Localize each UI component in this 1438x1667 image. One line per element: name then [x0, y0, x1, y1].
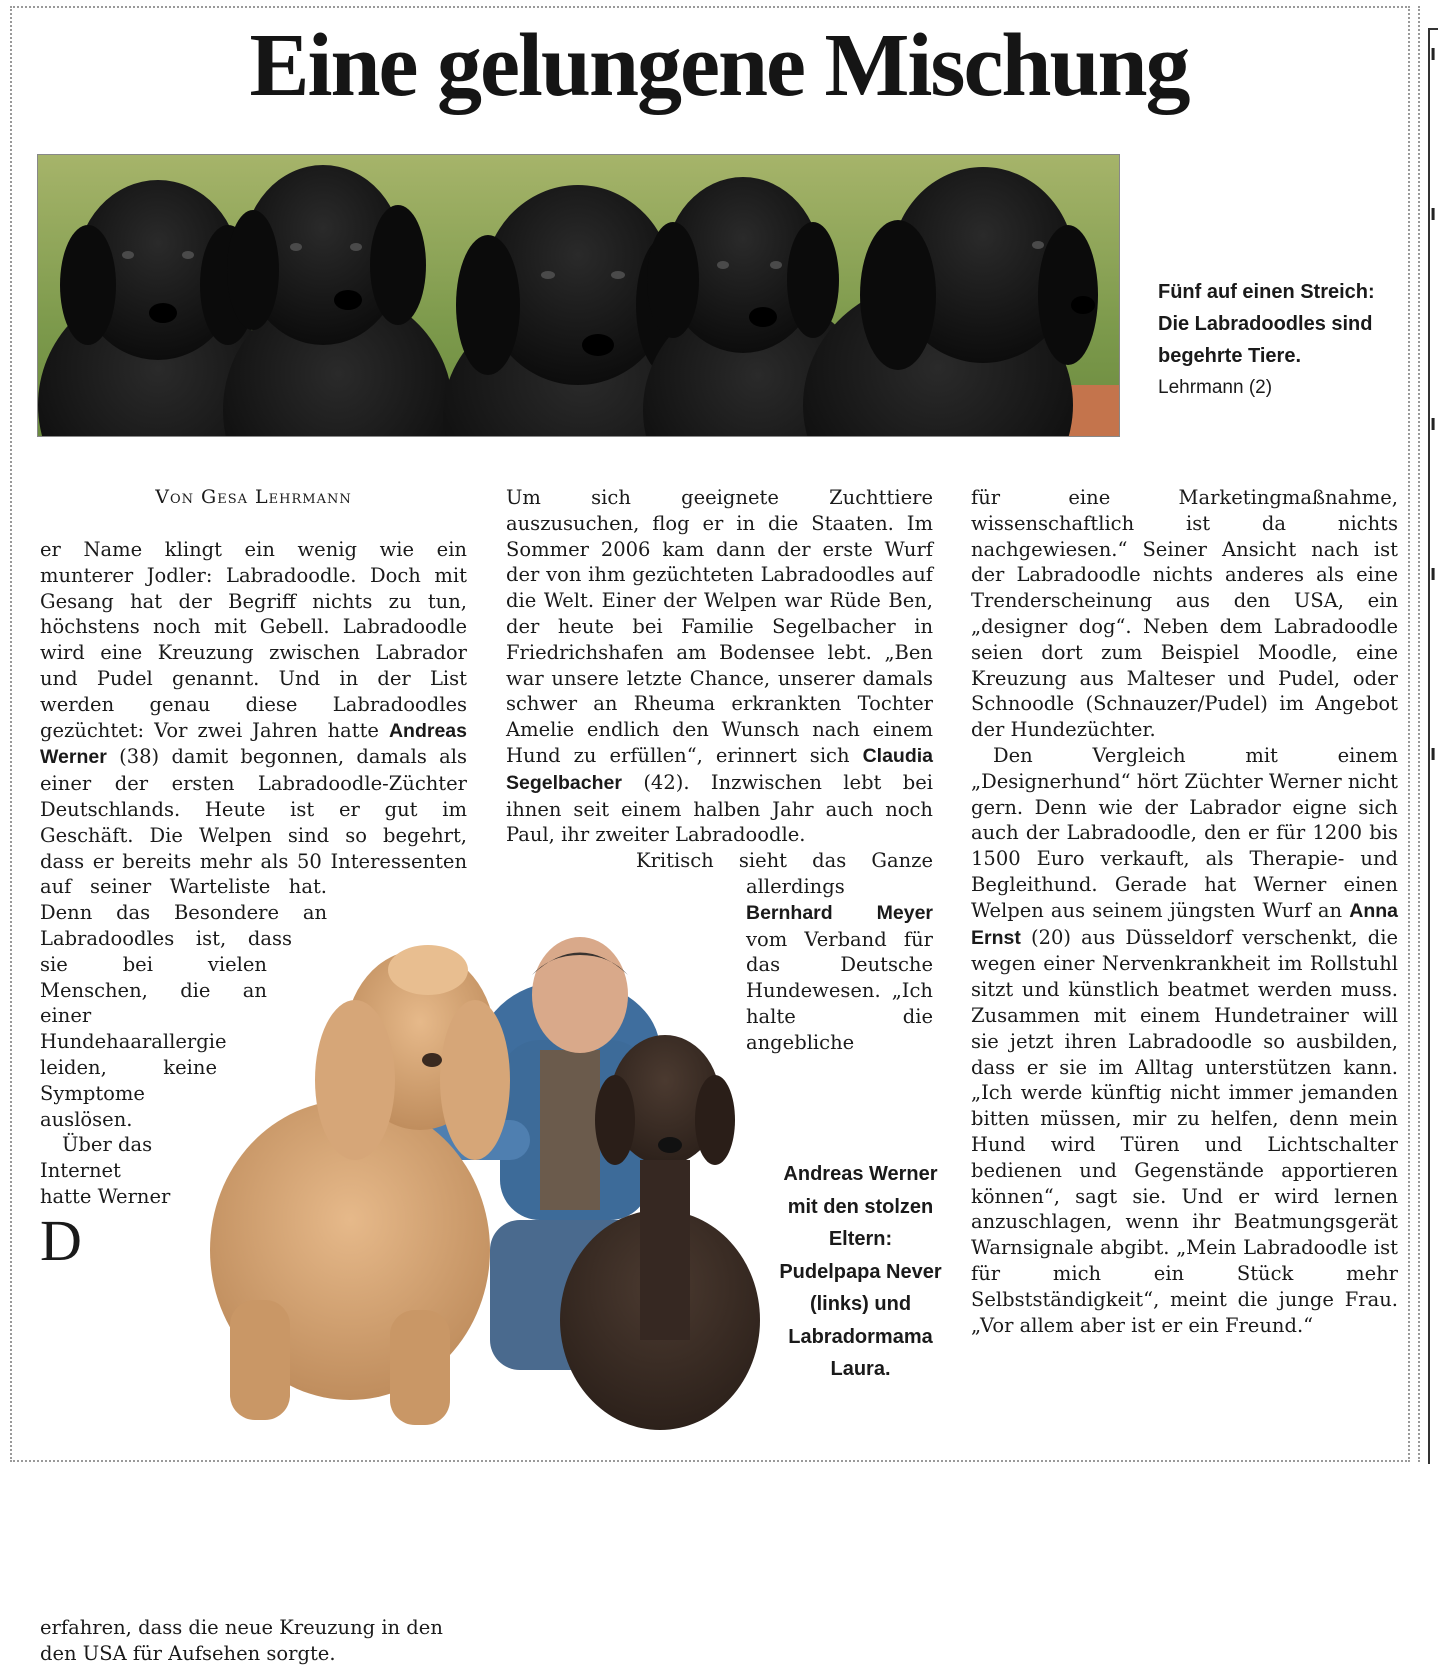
name-bernhard-meyer: Bernhard Meyer	[746, 901, 933, 924]
puppies-caption	[1158, 276, 1398, 404]
name-claudia-segelbacher: Claudia Segelbacher	[506, 744, 933, 794]
col3-text-b: (20) aus Düsseldorf verschenkt, die wegen einer Nervenkrankheit im Rollstuhl sitzt und künstlich beatmet werden muss. Zusammen mit einem Hundetrainer will sie jetzt ihren Labradoodle so ausbilden, dass er sie im Alltag unterstützen kann. „Ich werde künftig nicht immer jemanden bitten müssen, mir zu helfen, denn mein Hund wird Türen und Lichtschalter bedienen und Gegenstände apportieren können“, sagt sie. Und er wird lernen anzuschlagen, wenn ihr Beatmungsgerät Warnsignale abgibt. „Mein Labradoodle ist für mich ein Stück mehr Selbstständigkeit“, meint die junge Frau. „Vor allem aber ist er ein Freund.“	[971, 925, 1398, 1337]
poodle-figure	[210, 945, 510, 1425]
col2-text-a: Um sich geeignete Zuchttiere auszusuchen, flog er in die Staaten. Im Sommer 2006 kam dann der erste Wurf der von ihm gezüchteten Labradoodles auf die Welt. Einer der Welpen war Rüde Ben, der heute bei Familie Segelbacher in Friedrichshafen am Bodensee lebt. „Ben war unsere letzte Chance, unserer damals schwer an Rheuma erkrankten Tochter Amelie endlich den Wunsch nach einem Hund zu erfüllen“, erinnert sich	[506, 486, 933, 767]
edge-fragment-2: ı	[1430, 200, 1437, 225]
col3-paragraph-1: für eine Marketingmaßnahme, wissenschaftlich ist da nichts nachgewiesen.“ Seiner Ansicht nach ist der Labradoodle nichts anderes als eine Trenderscheinung aus den USA, ein „designer dog“. Neben dem Labradoodle seien dort zum Beispiel Moodle, eine Kreuzung aus Malteser und Pudel, oder Schnoodle (Schnauzer/Pudel) im Angebot der Hundezüchter.	[971, 486, 1398, 742]
puppies-caption-text: Fünf auf einen Streich: Die Labradoodles sind begehrte Tiere.	[1158, 281, 1375, 367]
puppies-illustration	[38, 155, 1120, 437]
col1-paragraph-2: Über das Internet hatte Werner erfahren, dass die neue Kreuzung in den den USA für Aufsehen sorgte.	[40, 1133, 443, 1665]
name-andreas-werner: Andreas Werner	[40, 719, 467, 769]
headline: Eine gelungene Mischung	[249, 16, 1189, 115]
man-with-dogs-illustration	[170, 920, 770, 1432]
photo-credit: Lehrmann (2)	[1158, 377, 1273, 398]
man-with-dogs-photo	[170, 920, 770, 1432]
col1-text-a: er Name klingt ein wenig wie ein munterer Jodler: Labradoodle. Doch mit Gesang hat der Begriff nichts zu tun, höchstens noch mit Gebell. Labradoodle wird eine Kreuzung zwischen Labrador und Pudel genannt. Und in der List werden genau diese Labradoodles gezüchtet: Vor zwei Jahren hatte	[40, 538, 467, 742]
col1-text-b: (38) damit begonnen, damals als einer der ersten Labradoodle-Züchter Deutschlands. Heute ist er gut im Geschäft. Die Welpen sind so begehrt, dass er bereits mehr als 50 Interessenten auf seiner Warteliste hat. Denn das Besondere an Labradoodles ist, dass sie bei vielen Menschen, die an einer Hundehaarallergie leiden, keine Symptome auslösen.	[40, 745, 467, 1131]
edge-fragment-3: ı	[1430, 410, 1437, 435]
byline: Von Gesa Lehrmann	[155, 486, 352, 508]
col3-text-a: Den Vergleich mit einem „Designerhund“ hört Züchter Werner nicht gern. Denn wie der Labrador eigne sich auch der Labradoodle, den er für 1200 bis 1500 Euro verkauft, als Therapie- und Begleithund. Gerade hat Werner einen Welpen aus seinem jüngsten Wurf an	[971, 743, 1398, 922]
edge-fragment-5: ı	[1430, 740, 1437, 765]
edge-fragment-4: ı	[1430, 560, 1437, 585]
name-anna-ernst: Anna Ernst	[971, 899, 1398, 949]
col2-text-c: Kritisch sieht das Ganze allerdings	[636, 849, 933, 898]
col2-text-b: (42). Inzwischen lebt bei ihnen seit einem halben Jahr auch noch Paul, ihr zweiter Labradoodle.	[506, 770, 933, 847]
col2-text-d: vom Verband für das Deutsche Hundewesen. „Ich halte die angebliche	[746, 927, 933, 1054]
dropcap: D	[40, 1208, 82, 1273]
puppies-photo	[37, 154, 1120, 437]
article-column-3	[971, 485, 1398, 1338]
man-with-dogs-caption: Andreas Werner mit den stolzen Eltern: Pudelpapa Never (links) und Labradormama Laura.	[779, 1163, 942, 1380]
edge-fragment-1: ı	[1430, 40, 1437, 65]
